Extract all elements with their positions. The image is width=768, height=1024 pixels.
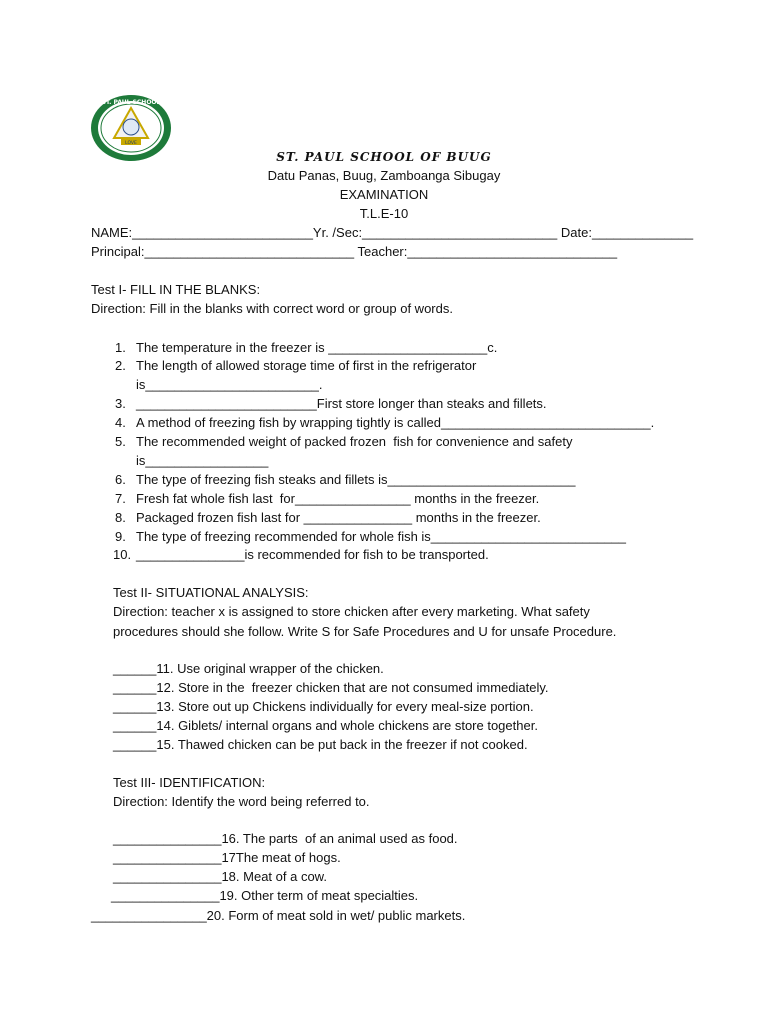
list-item: _______________18. Meat of a cow. (113, 869, 327, 884)
item-number: 5. (115, 434, 126, 449)
item-number: 1. (115, 340, 126, 355)
list-item: _______________16. The parts of an animal used as food. (113, 831, 458, 846)
info-line-name: NAME:_________________________Yr. /Sec:___________________________ Date:______________ (91, 225, 694, 240)
item-number: 8. (115, 510, 126, 525)
school-name: ST. PAUL SCHOOL OF BUUG (276, 150, 492, 164)
list-item: ______15. Thawed chicken can be put back in the freezer if not cooked. (113, 737, 528, 752)
list-item: ________________20. Form of meat sold in wet/ public markets. (91, 908, 466, 923)
test3-title: Test III- IDENTIFICATION: (113, 775, 266, 790)
list-item: _______________19. Other term of meat specialties. (111, 888, 419, 903)
test2-title: Test II- SITUATIONAL ANALYSIS: (113, 585, 309, 600)
item-text: The length of allowed storage time of first in the refrigerator (136, 358, 477, 373)
test2-direction-line-1: Direction: teacher x is assigned to store chicken after every marketing. What safety (113, 604, 590, 619)
item-number: 10. (113, 547, 132, 562)
item-text: The type of freezing fish steaks and fillets is__________________________ (136, 472, 576, 487)
logo-inner-text: LOVE (125, 141, 137, 146)
exam-title: EXAMINATION (339, 187, 429, 202)
item-number: 3. (115, 396, 126, 411)
list-item: _______________17The meat of hogs. (113, 850, 341, 865)
item-number: 7. (115, 491, 126, 506)
item-number: 2. (115, 358, 126, 373)
list-item: ______13. Store out up Chickens individually for every meal-size portion. (113, 699, 534, 714)
list-item: ______11. Use original wrapper of the chicken. (113, 661, 384, 676)
info-line-principal: Principal:_____________________________ Teacher:_____________________________ (91, 244, 618, 259)
subject-title: T.L.E-10 (359, 206, 409, 221)
item-text: The type of freezing recommended for whole fish is___________________________ (136, 529, 627, 544)
item-text: A method of freezing fish by wrapping tightly is called_____________________________. (136, 415, 655, 430)
item-number: 6. (115, 472, 126, 487)
item-number: 9. (115, 529, 126, 544)
item-number: 4. (115, 415, 126, 430)
test1-title: Test I- FILL IN THE BLANKS: (91, 282, 261, 297)
item-text: The recommended weight of packed frozen fish for convenience and safety (136, 434, 573, 449)
item-text: _______________is recommended for fish to be transported. (136, 547, 489, 562)
logo-ring-text: ST. PAUL SCHOOL (101, 99, 161, 106)
test3-direction: Direction: Identify the word being referred to. (113, 794, 370, 809)
test1-direction: Direction: Fill in the blanks with correct word or group of words. (91, 301, 453, 316)
item-text-continued: is________________________. (136, 377, 323, 392)
school-address: Datu Panas, Buug, Zamboanga Sibugay (267, 168, 501, 183)
item-text: Packaged frozen fish last for _______________ months in the freezer. (136, 510, 541, 525)
item-text: Fresh fat whole fish last for________________ months in the freezer. (136, 491, 540, 506)
test2-direction-line-2: procedures should she follow. Write S for Safe Procedures and U for unsafe Procedure. (113, 624, 617, 639)
item-text-continued: is_________________ (136, 453, 269, 468)
item-text: The temperature in the freezer is ______________________c. (136, 340, 498, 355)
list-item: ______14. Giblets/ internal organs and whole chickens are store together. (113, 718, 538, 733)
list-item: ______12. Store in the freezer chicken that are not consumed immediately. (113, 680, 549, 695)
item-text: _________________________First store longer than steaks and fillets. (136, 396, 547, 411)
